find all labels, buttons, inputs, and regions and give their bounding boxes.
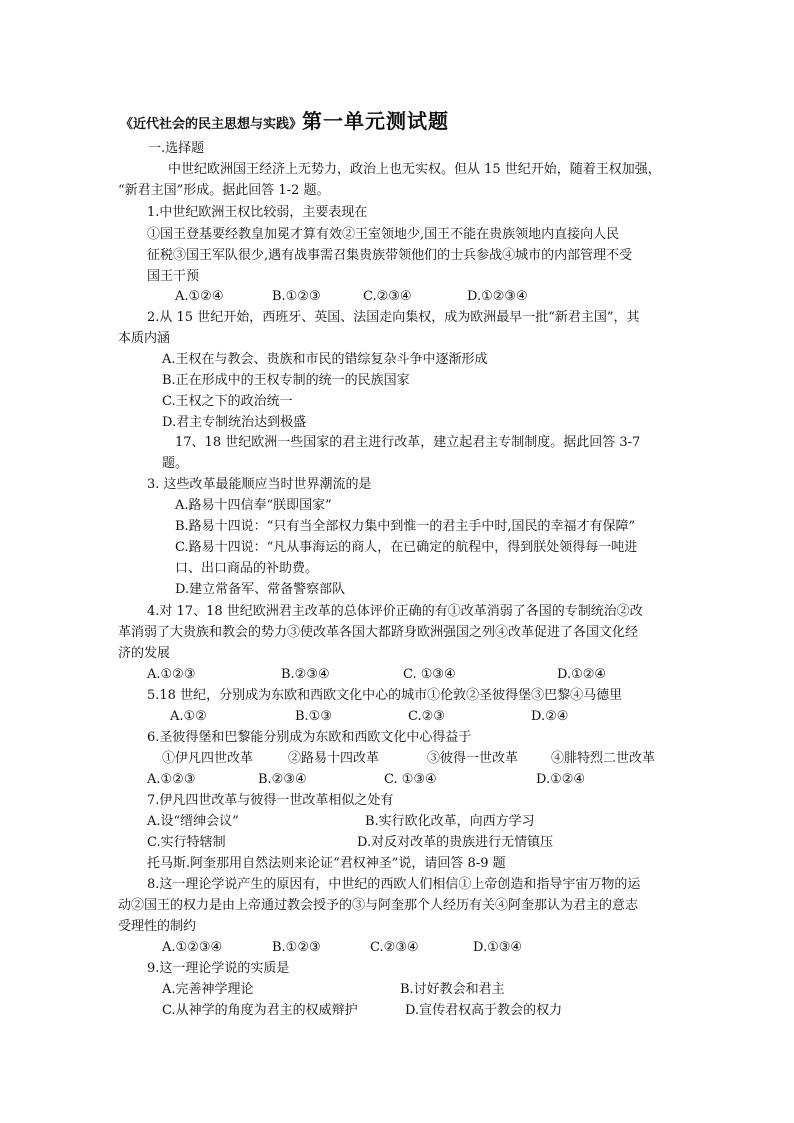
q6-stem: 6.圣彼得堡和巴黎能分别成为东欧和西欧文化中心得益于 [147, 730, 472, 745]
q9-option-a: A.完善神学理论 [162, 982, 254, 997]
q6-item-1: ①伊凡四世改革 [162, 751, 254, 766]
q7-option-c: C.实行特辖制 [147, 835, 226, 850]
q3-option-c-cont: 口、出口商品的补助费。 [175, 561, 319, 576]
q4-option-b: B.②③④ [281, 667, 330, 682]
q4-stem-1: 4.对 17、18 世纪欧洲君主改革的总体评价正确的有①改革消弱了各国的专制统治②改 [147, 604, 643, 619]
intro-1-2-line-2: “新君主国”形成。据此回答 1-2 题。 [118, 183, 330, 198]
q8-option-a: A.①②③④ [162, 940, 223, 955]
q5-stem: 5.18 世纪，分别成为东欧和西欧文化中心的城市①伦敦②圣彼得堡③巴黎④马德里 [147, 688, 623, 703]
q7-option-d: D.对反对改革的贵族进行无情镇压 [357, 835, 554, 850]
q6-option-c: C. ①③④ [384, 772, 437, 787]
intro-3-7-line-1: 17、18 世纪欧洲一些国家的君主进行改革，建立起君主专制制度。据此回答 3-7 [175, 435, 641, 450]
q7-option-b: B.实行欧化改革，向西方学习 [365, 814, 535, 829]
q2-option-c: C.王权之下的政治统一 [162, 394, 293, 409]
q6-item-3: ③彼得一世改革 [427, 751, 519, 766]
q8-option-d: D.①③④ [473, 940, 523, 955]
section-heading: 一.选择题 [148, 141, 205, 156]
title-subtitle: 《近代社会的民主思想与实践》 [120, 117, 303, 132]
q6-item-2: ②路易十四改革 [288, 751, 380, 766]
q4-stem-3: 济的发展 [118, 646, 171, 661]
q5-option-c: C.②③ [408, 709, 445, 724]
q1-option-d: D.①②③④ [467, 289, 528, 304]
q6-option-b: B.②③④ [258, 772, 307, 787]
q8-option-c: C.②③④ [370, 940, 419, 955]
q1-body-1: ①国王登基要经教皇加冕才算有效②王室领地少,国王不能在贵族领地内直接向人民 [147, 227, 620, 242]
q2-option-b: B.正在形成中的王权专制的统一的民族国家 [162, 373, 410, 388]
q6-item-4: ④腓特烈二世改革 [551, 751, 656, 766]
q3-stem: 3. 这些改革最能顺应当时世界潮流的是 [147, 477, 372, 492]
q9-option-b: B.讨好教会和君主 [400, 982, 505, 997]
q6-option-d: D.①②④ [536, 772, 586, 787]
q3-option-c: C.路易十四说：“凡从事海运的商人，在已确定的航程中，得到朕处领得每一吨进 [175, 540, 638, 555]
q2-option-a: A.王权在与教会、贵族和市民的错综复杂斗争中逐渐形成 [162, 352, 488, 367]
q1-stem: 1.中世纪欧洲王权比较弱，主要表现在 [147, 205, 368, 220]
q3-option-b: B.路易十四说：“只有当全部权力集中到惟一的君主手中时,国民的幸福才有保障” [175, 519, 636, 534]
q7-option-a: A.设“缙绅会议” [147, 814, 239, 829]
q1-option-b: B.①②③ [272, 289, 321, 304]
q1-option-c: C.②③④ [363, 289, 412, 304]
intro-8-9: 托马斯.阿奎那用自然法则来论证“君权神圣”说，请回答 8-9 题 [147, 856, 506, 871]
title-main: 第一单元测试题 [302, 109, 450, 133]
page-title [120, 105, 449, 134]
q9-option-d: D.宣传君权高于教会的权力 [405, 1003, 563, 1018]
q8-stem-3: 受理性的制约 [118, 919, 197, 934]
q8-stem-2: 动②国王的权力是由上帝通过教会授予的③与阿奎那个人经历有关④阿奎那认为君主的意志 [118, 898, 639, 913]
q8-stem-1: 8.这一理论学说产生的原因有，中世纪的西欧人们相信①上帝创造和指导宇宙万物的运 [147, 877, 641, 892]
q1-body-3: 国王干预 [147, 269, 200, 284]
q8-option-b: B.①②③ [272, 940, 321, 955]
q7-stem: 7.伊凡四世改革与彼得一世改革相似之处有 [147, 793, 394, 808]
q4-option-a: A.①②③ [147, 667, 196, 682]
q2-option-d: D.君主专制统治达到极盛 [162, 415, 307, 430]
q1-body-2: 征税③国王军队很少,遇有战事需召集贵族带领他们的士兵参战④城市的内部管理不受 [147, 248, 633, 263]
q9-stem: 9.这一理论学说的实质是 [147, 961, 290, 976]
q3-option-d: D.建立常备军、常备警察部队 [175, 582, 346, 597]
q5-option-a: A.①② [170, 709, 207, 724]
q4-stem-2: 革消弱了大贵族和教会的势力③使改革各国大都跻身欧洲强国之列④改革促进了各国文化经 [118, 625, 639, 640]
q9-option-c: C.从神学的角度为君主的权威辩护 [162, 1003, 358, 1018]
intro-1-2-line-1: 中世纪欧洲国王经济上无势力，政治上也无实权。但从 15 世纪开始，随着王权加强， [168, 162, 661, 177]
q4-option-d: D.①②④ [557, 667, 607, 682]
intro-3-7-line-2: 题。 [162, 456, 189, 471]
q5-option-b: B.①③ [295, 709, 332, 724]
q4-option-c: C. ①③④ [403, 667, 456, 682]
q2-stem-2: 本质内涵 [118, 331, 171, 346]
q2-stem-1: 2.从 15 世纪开始，西班牙、英国、法国走向集权，成为欧洲最早一批“新君主国”，其 [147, 310, 640, 325]
q3-option-a: A.路易十四信奉“朕即国家” [175, 498, 332, 513]
q1-option-a: A.①②④ [175, 289, 224, 304]
q6-option-a: A.①②③ [147, 772, 196, 787]
q5-option-d: D.②④ [531, 709, 569, 724]
